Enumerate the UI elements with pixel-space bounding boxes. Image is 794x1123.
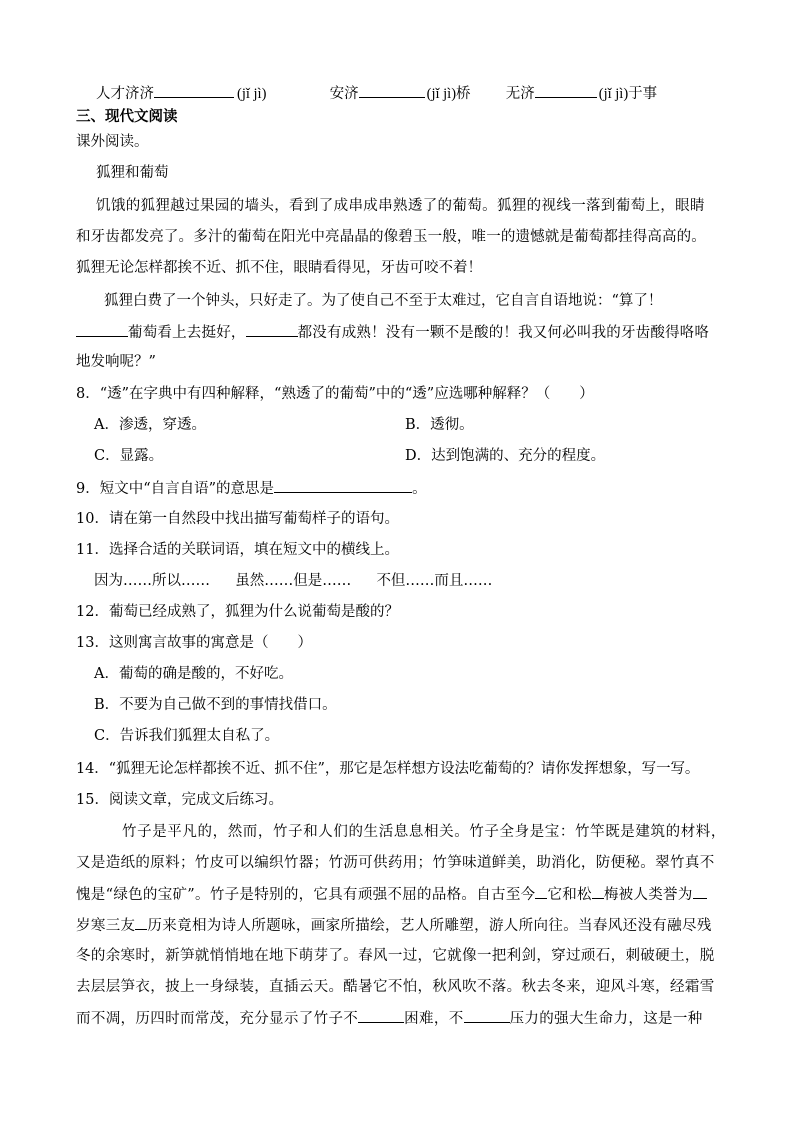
bamboo-line <box>76 884 707 905</box>
blank[interactable] <box>274 478 412 493</box>
pinyin-3: (jǐ jì)于事 <box>598 86 658 102</box>
bamboo-text: 它和松 <box>547 887 592 903</box>
pinyin-2: (jǐ jì)桥 <box>426 86 471 102</box>
blank[interactable] <box>464 1008 510 1023</box>
blank[interactable] <box>246 322 298 337</box>
blank[interactable] <box>154 83 234 98</box>
para2-line <box>76 322 709 343</box>
para1-line: 和牙齿都发亮了。多汁的葡萄在阳光中亮晶晶的像碧玉一般，唯一的遗憾就是葡萄都挂得高高的。 <box>76 229 706 245</box>
para2-text: 葡萄看上去挺好， <box>128 325 246 341</box>
blank[interactable] <box>693 884 707 899</box>
bamboo-line <box>76 915 712 936</box>
q8-option-b[interactable]: B．透彻。 <box>405 417 474 433</box>
blank[interactable] <box>535 83 597 98</box>
q8-option-a[interactable]: A．渗透，穿透。 <box>94 417 206 433</box>
blank[interactable] <box>359 83 425 98</box>
para2-line: 狐狸白费了一个钟头，只好走了。为了使自己不至于太难过，它自言自语地说：“算了！ <box>104 293 663 309</box>
story-title: 狐狸和葡萄 <box>96 165 169 181</box>
q11-options <box>94 571 492 591</box>
q11-option: 虽然……但是…… <box>235 573 352 589</box>
para2-text: 都没有成熟！没有一颗不是酸的！我又何必叫我的牙齿酸得咯咯 <box>297 325 710 341</box>
bamboo-line: 去层层笋衣，披上一身绿装，直插云天。酷暑它不怕，秋风吹不落。秋去冬来，迎风斗寒，经霜雪 <box>76 979 715 995</box>
blank[interactable] <box>76 322 128 337</box>
vocab-word-1: 人才济济 <box>96 86 154 102</box>
blank[interactable] <box>592 884 604 899</box>
para1-line: 狐狸无论怎样都挨不近、抓不住，眼睛看得见，牙齿可咬不着！ <box>76 260 482 276</box>
blank[interactable] <box>535 884 547 899</box>
question-10: 10．请在第一自然段中找出描写葡萄样子的语句。 <box>76 511 399 527</box>
bamboo-line: 竹子是平凡的，然而，竹子和人们的生活息息相关。竹子全身是宝：竹竿既是建筑的材料， <box>122 824 726 840</box>
bamboo-text: 压力的强大生命力，这是一种 <box>509 1011 703 1027</box>
q13-option-a[interactable]: A．葡萄的确是酸的，不好吃。 <box>94 666 293 682</box>
blank[interactable] <box>358 1008 404 1023</box>
q11-option: 不但……而且…… <box>376 573 493 589</box>
q11-option: 因为……所以…… <box>94 573 210 589</box>
vocab-word-3: 无济 <box>505 86 535 102</box>
question-11-stem: 11．选择合适的关联词语，填在短文中的横线上。 <box>76 542 399 558</box>
intro-text: 课外阅读。 <box>76 134 149 150</box>
q13-option-c[interactable]: C．告诉我们狐狸太自私了。 <box>94 728 280 744</box>
para2-line: 地发响呢？” <box>76 354 156 370</box>
bamboo-text: 岁寒三友 <box>76 918 136 934</box>
vocab-word-2: 安济 <box>329 86 359 102</box>
bamboo-text: 而不凋，历四时而常茂，充分显示了竹子不 <box>76 1011 359 1027</box>
q9-text: 9．短文中“自言自语”的意思是 <box>76 481 275 497</box>
bamboo-line: 冬的余寒时，新笋就悄悄地在地下萌芽了。春风一过，它就像一把利剑，穿过顽石，刺破硬土，脱 <box>76 948 715 964</box>
question-12: 12．葡萄已经成熟了，狐狸为什么说葡萄是酸的？ <box>76 604 399 620</box>
bamboo-text: 历来竟相为诗人所题咏，画家所描绘，艺人所雕塑，游人所向往。当春风还没有融尽残 <box>147 918 712 934</box>
question-15: 15．阅读文章，完成文后练习。 <box>76 792 283 808</box>
blank[interactable] <box>135 915 147 930</box>
question-8-stem: 8．“透”在字典中有四种解释，“熟透了的葡萄”中的“透”应选哪种解释？（ ） <box>76 386 594 402</box>
q9-end: 。 <box>412 481 427 497</box>
para1-line: 饥饿的狐狸越过果园的墙头，看到了成串成串熟透了的葡萄。狐狸的视线一落到葡萄上，眼睛 <box>96 198 705 214</box>
bamboo-line: 又是造纸的原料；竹皮可以编织竹器；竹沥可供药用；竹笋味道鲜美，助消化，防便秘。翠竹真不 <box>76 855 715 871</box>
q8-option-d[interactable]: D．达到饱满的、充分的程度。 <box>405 448 606 464</box>
bamboo-text: 梅被人类誉为 <box>603 887 693 903</box>
q8-option-c[interactable]: C．显露。 <box>94 448 164 464</box>
q13-option-b[interactable]: B．不要为自己做不到的事情找借口。 <box>94 697 337 713</box>
question-9 <box>76 478 427 499</box>
question-14: 14．“狐狸无论怎样都挨不近、抓不住”，那它是怎样想方设法吃葡萄的？请你发挥想象，写一写。 <box>76 761 700 777</box>
vocab-line <box>96 83 657 104</box>
section-title: 三、现代文阅读 <box>76 108 178 125</box>
bamboo-line <box>76 1008 703 1029</box>
question-13-stem: 13．这则寓言故事的寓意是（ ） <box>76 635 312 651</box>
pinyin-1: (jǐ jì) <box>237 86 267 102</box>
bamboo-text: 愧是“绿色的宝矿”。竹子是特别的，它具有顽强不屈的品格。自古至今 <box>76 887 536 903</box>
bamboo-text: 困难，不 <box>404 1011 464 1027</box>
